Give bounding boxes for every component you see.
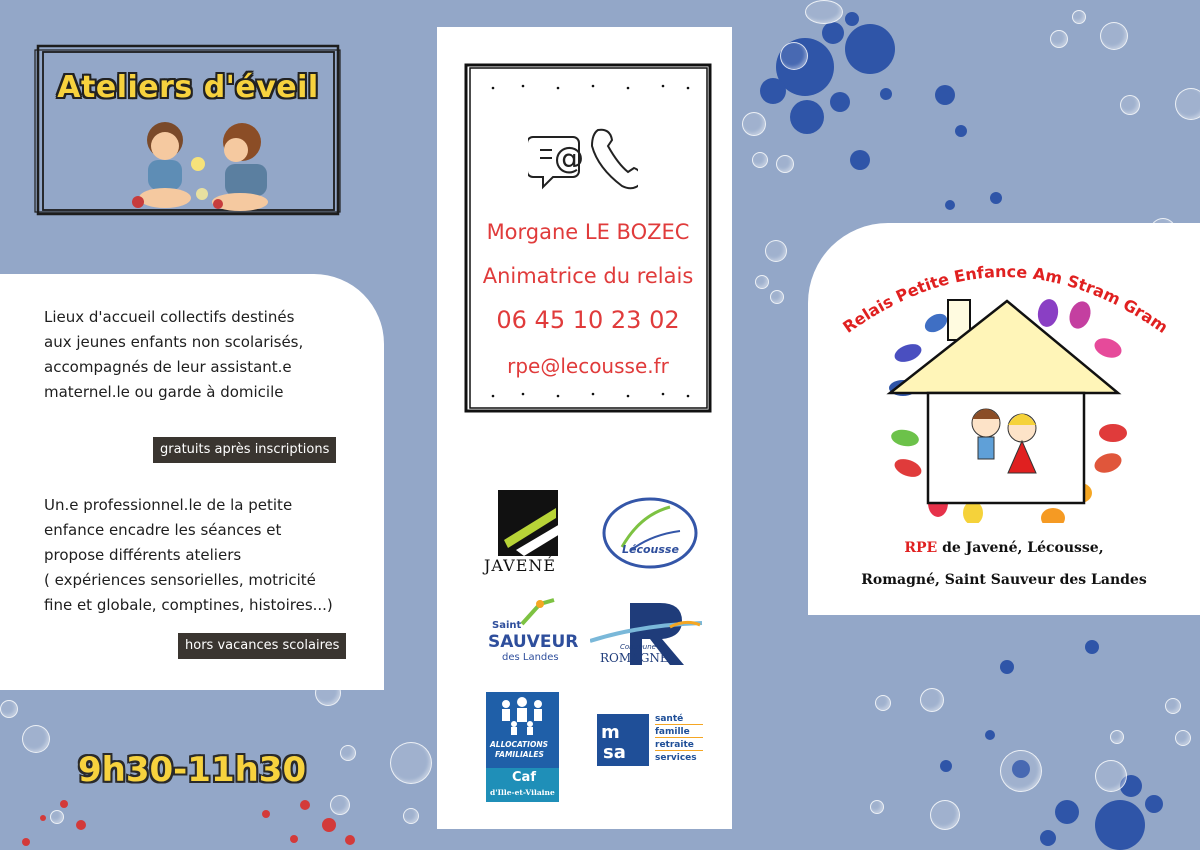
javene-emblem-icon [498, 490, 578, 558]
description-line: Un.e professionnel.le de la petite [44, 496, 293, 514]
romagne-label-2: ROMAGNÉ [600, 651, 669, 665]
contact-email-phone-icon [528, 122, 638, 202]
schedule-badge: hors vacances scolaires [178, 633, 346, 659]
lecousse-label: Lécousse [622, 543, 679, 556]
contact-phone: 06 45 10 23 02 [496, 306, 680, 334]
rpe-house-logo [808, 223, 1200, 523]
page-title: Ateliers d'éveil [57, 70, 319, 105]
rpe-prefix: RPE [904, 540, 938, 556]
msa-block [597, 714, 649, 766]
caf-teal-block [486, 768, 559, 802]
saint-sauveur-emblem-icon [518, 598, 558, 628]
rpe-towns-1: de Javené, Lécousse, [937, 540, 1104, 556]
free-badge: gratuits après inscriptions [153, 437, 336, 463]
description-line: maternel.le ou garde à domicile [44, 383, 284, 401]
javene-logo [480, 488, 570, 578]
description-line: fine et globale, comptines, histoires...) [44, 596, 333, 614]
rpe-line-1 [808, 540, 1200, 556]
svg-text:@: @ [554, 141, 584, 176]
caf-blue-block [486, 692, 559, 768]
saint-sauveur-label-2: SAUVEUR [488, 632, 579, 652]
title-frame [34, 42, 342, 218]
romagne-label-1: Commune de [620, 643, 667, 651]
caf-logo [486, 692, 559, 802]
romagne-logo [590, 597, 705, 669]
saint-sauveur-label-1: Saint [492, 620, 522, 631]
contact-name: Morgane LE BOZEC [486, 220, 690, 244]
description-block-2 [44, 493, 333, 618]
contact-card [463, 62, 713, 414]
description-block-1 [44, 305, 303, 405]
contact-role: Animatrice du relais [482, 264, 694, 288]
description-line: enfance encadre les séances et [44, 521, 282, 539]
rpe-arc-title: Relais Petite Enfance Am Stram Gram [839, 261, 1172, 337]
msa-label-4: services [655, 753, 697, 763]
svg-text:m: m [601, 722, 620, 743]
children-playing-illustration [130, 120, 280, 215]
msa-label-2: famille [655, 727, 703, 738]
description-line: accompagnés de leur assistant.e [44, 358, 292, 376]
msa-emblem-icon [597, 714, 649, 766]
description-line: Lieux d'accueil collectifs destinés [44, 308, 295, 326]
rpe-panel [808, 223, 1200, 615]
saint-sauveur-label-3: des Landes [502, 652, 559, 663]
description-line: ( expériences sensorielles, motricité [44, 571, 316, 589]
lecousse-emblem-icon [600, 495, 700, 571]
hours-label: 9h30-11h30 [78, 750, 307, 790]
caf-label-1: ALLOCATIONS [490, 740, 549, 749]
javene-label: JAVENÉ [484, 556, 557, 575]
lecousse-logo [600, 495, 700, 571]
description-line: propose différents ateliers [44, 546, 242, 564]
rpe-line-2: Romagné, Saint Sauveur des Landes [861, 572, 1147, 588]
msa-logo [597, 714, 707, 768]
saint-sauveur-logo [486, 598, 579, 668]
svg-text:sa: sa [603, 742, 626, 763]
caf-label-4: d'Ille-et-Vilaine [490, 788, 555, 797]
caf-label-2: FAMILIALES [495, 750, 544, 759]
caf-families-icon [486, 694, 559, 736]
msa-label-3: retraite [655, 740, 703, 751]
description-line: aux jeunes enfants non scolarisés, [44, 333, 304, 351]
caf-label-3: Caf [512, 770, 536, 785]
contact-email: rpe@lecousse.fr [507, 354, 669, 378]
msa-label-1: santé [655, 714, 703, 725]
